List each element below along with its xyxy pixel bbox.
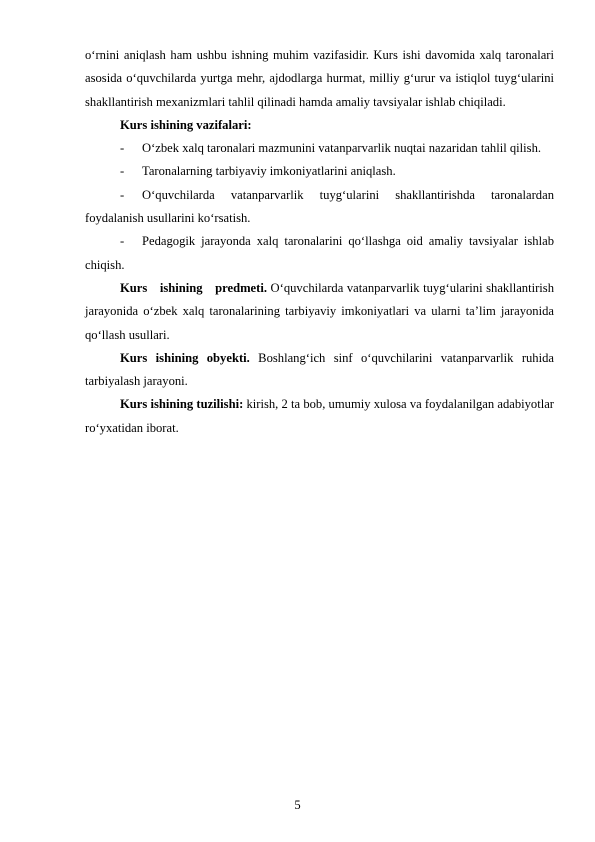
page-number: 5: [294, 798, 301, 812]
tasks-heading: Kurs ishining vazifalari:: [120, 117, 252, 132]
dash-marker: -: [120, 164, 125, 179]
task-text: O‘quvchilarda vatanparvarlik tuyg‘ularini shakllantirishda taronalardan foydalanish usullarini ko‘rsatish.: [85, 187, 554, 226]
structure-paragraph: [85, 393, 554, 440]
dash-marker: -: [120, 187, 125, 202]
subject-paragraph: [85, 277, 554, 347]
object-paragraph: [85, 347, 554, 394]
task-text: O‘zbek xalq taronalari mazmunini vatanparvarlik nuqtai nazaridan tahlil qilish.: [142, 141, 542, 156]
task-item-2: [85, 160, 554, 183]
subject-label: Kurs ishining predmeti.: [120, 280, 267, 295]
task-text: Taronalarning tarbiyaviy imkoniyatlarini aniqlash.: [142, 164, 396, 179]
structure-label: Kurs ishining tuzilishi:: [120, 397, 244, 412]
subject-text: O‘quvchilarda vatanparvarlik tuyg‘ularini shakllantirish jarayonida o‘zbek xalq taronalarining tarbiyaviy imkoniyatlari va ularni ta’lim jarayonida qo‘llash usullari.: [85, 280, 554, 342]
document-page: [85, 44, 554, 440]
dash-marker: -: [120, 141, 125, 156]
dash-marker: -: [120, 234, 125, 249]
tasks-list: [85, 137, 554, 277]
object-text: Boshlang‘ich sinf o‘quvchilarini vatanparvarlik ruhida tarbiyalash jarayoni.: [85, 350, 554, 389]
task-item-3: [85, 184, 554, 231]
task-item-1: [85, 137, 554, 160]
task-text: Pedagogik jarayonda xalq taronalarini qo‘llashga oid amaliy tavsiyalar ishlab chiqish.: [85, 234, 554, 272]
object-label: Kurs ishining obyekti.: [120, 350, 250, 365]
structure-text: kirish, 2 ta bob, umumiy xulosa va foydalanilgan adabiyotlar ro‘yxatidan iborat.: [85, 397, 555, 435]
intro-paragraph: o‘rnini aniqlash ham ushbu ishning muhim vazifasidir. Kurs ishi davomida xalq taronalari asosida o‘quvchilarda yurtga mehr, ajdodlarga hurmat, milliy g‘urur va istiqlol tuyg‘ularini shakllantirish mexanizmlari tahlil qilinadi hamda amaliy tavsiyalar ishlab chiqiladi.: [85, 48, 554, 109]
task-item-4: [85, 230, 554, 277]
